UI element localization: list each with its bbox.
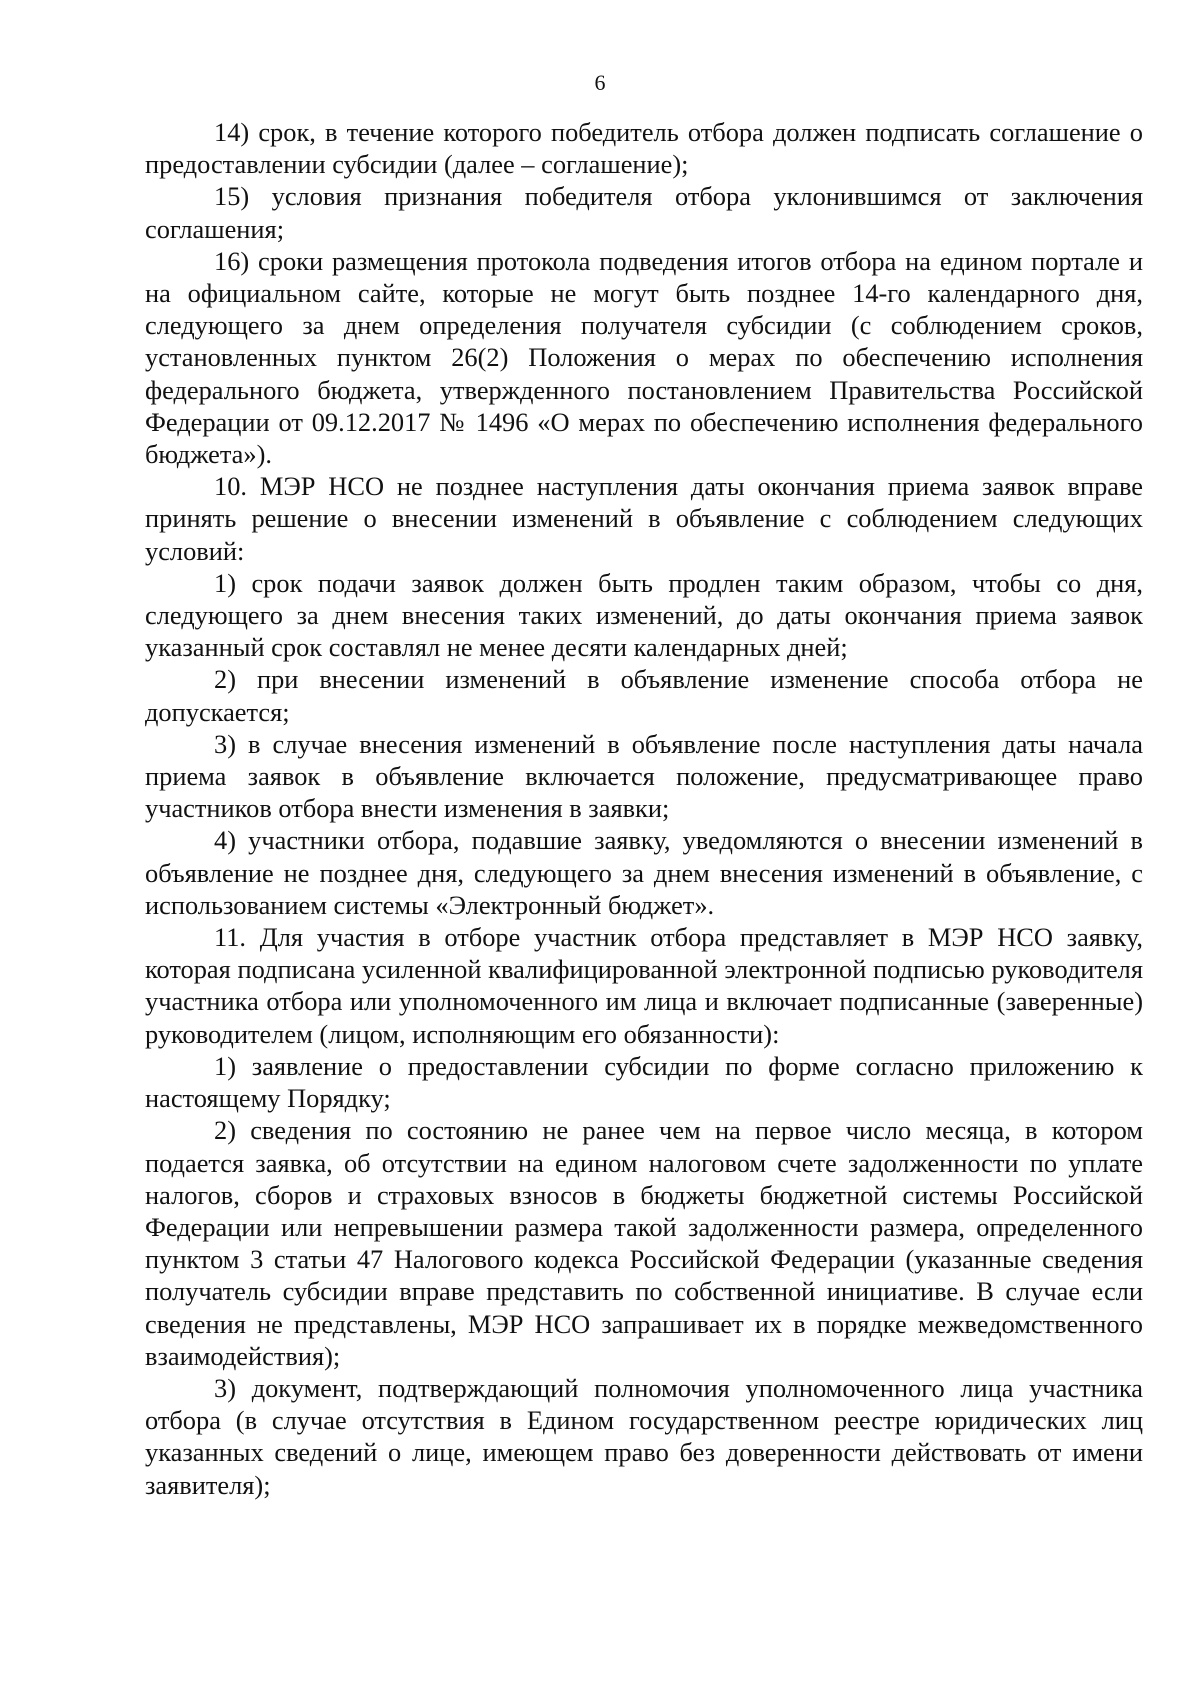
page-number: 6 (594, 70, 606, 95)
paragraph-clause-10-item-2: 2) при внесении изменений в объявление изменение способа отбора не допускается; (145, 664, 1143, 727)
paragraph-item-15: 15) условия признания победителя отбора уклонившимся от заключения соглашения; (145, 181, 1143, 244)
paragraph-clause-11-item-1: 1) заявление о предоставлении субсидии по форме согласно приложению к настоящему Порядку; (145, 1050, 1143, 1114)
paragraph-clause-11: 11. Для участия в отборе участник отбора представляет в МЭР НСО заявку, которая подписана усиленной квалифицированной электронной подписью руководителя участника отбора или уполномоченного им лица и включает подписанные (заверенные) руководителем (лицом, исполняющим его обязанности): (145, 922, 1143, 1049)
paragraph-item-16: 16) сроки размещения протокола подведения итогов отбора на едином портале и на официальном сайте, которые не могут быть позднее 14-го календарного дня, следующего за днем определения получателя субсидии (с соблюдением сроков, установленных пунктом 26(2) Положения о мерах по обеспечению исполнения федерального бюджета, утвержденного постановлением Правительства Российской Федерации от 09.12.2017 № 1496 «О мерах по обеспечению исполнения федерального бюджета»). (145, 245, 1143, 470)
document-body (145, 116, 1143, 1501)
paragraph-clause-10-item-3: 3) в случае внесения изменений в объявление после наступления даты начала приема заявок в объявление включается положение, предусматривающее право участников отбора внести изменения в заявки; (145, 728, 1143, 824)
paragraph-clause-11-item-3: 3) документ, подтверждающий полномочия уполномоченного лица участника отбора (в случае отсутствия в Едином государственном реестре юридических лиц указанных сведений о лице, имеющем право без доверенности действовать от имени заявителя); (145, 1372, 1143, 1500)
paragraph-clause-10-item-1: 1) срок подачи заявок должен быть продлен таким образом, чтобы со дня, следующего за днем внесения таких изменений, до даты окончания приема заявок указанный срок составлял не менее десяти календарных дней; (145, 567, 1143, 663)
paragraph-clause-10: 10. МЭР НСО не позднее наступления даты окончания приема заявок вправе принять решение о внесении изменений в объявление с соблюдением следующих условий: (145, 471, 1143, 566)
paragraph-item-14: 14) срок, в течение которого победитель отбора должен подписать соглашение о предоставлении субсидии (далее – соглашение); (145, 117, 1143, 180)
paragraph-clause-10-item-4: 4) участники отбора, подавшие заявку, уведомляются о внесении изменений в объявление не позднее дня, следующего за днем внесения изменений в объявление, с использованием системы «Электронный бюджет». (145, 825, 1143, 920)
paragraph-clause-11-item-2: 2) сведения по состоянию не ранее чем на первое число месяца, в котором подается заявка, об отсутствии на едином налоговом счете задолженности по уплате налогов, сборов и страховых взносов в бюджеты бюджетной системы Российской Федерации или непревышении размера такой задолженности размера, определенного пунктом 3 статьи 47 Налогового кодекса Российской Федерации (указанные сведения получатель субсидии вправе представить по собственной инициативе. В случае если сведения не представлены, МЭР НСО запрашивает их в порядке межведомственного взаимодействия); (145, 1115, 1143, 1371)
